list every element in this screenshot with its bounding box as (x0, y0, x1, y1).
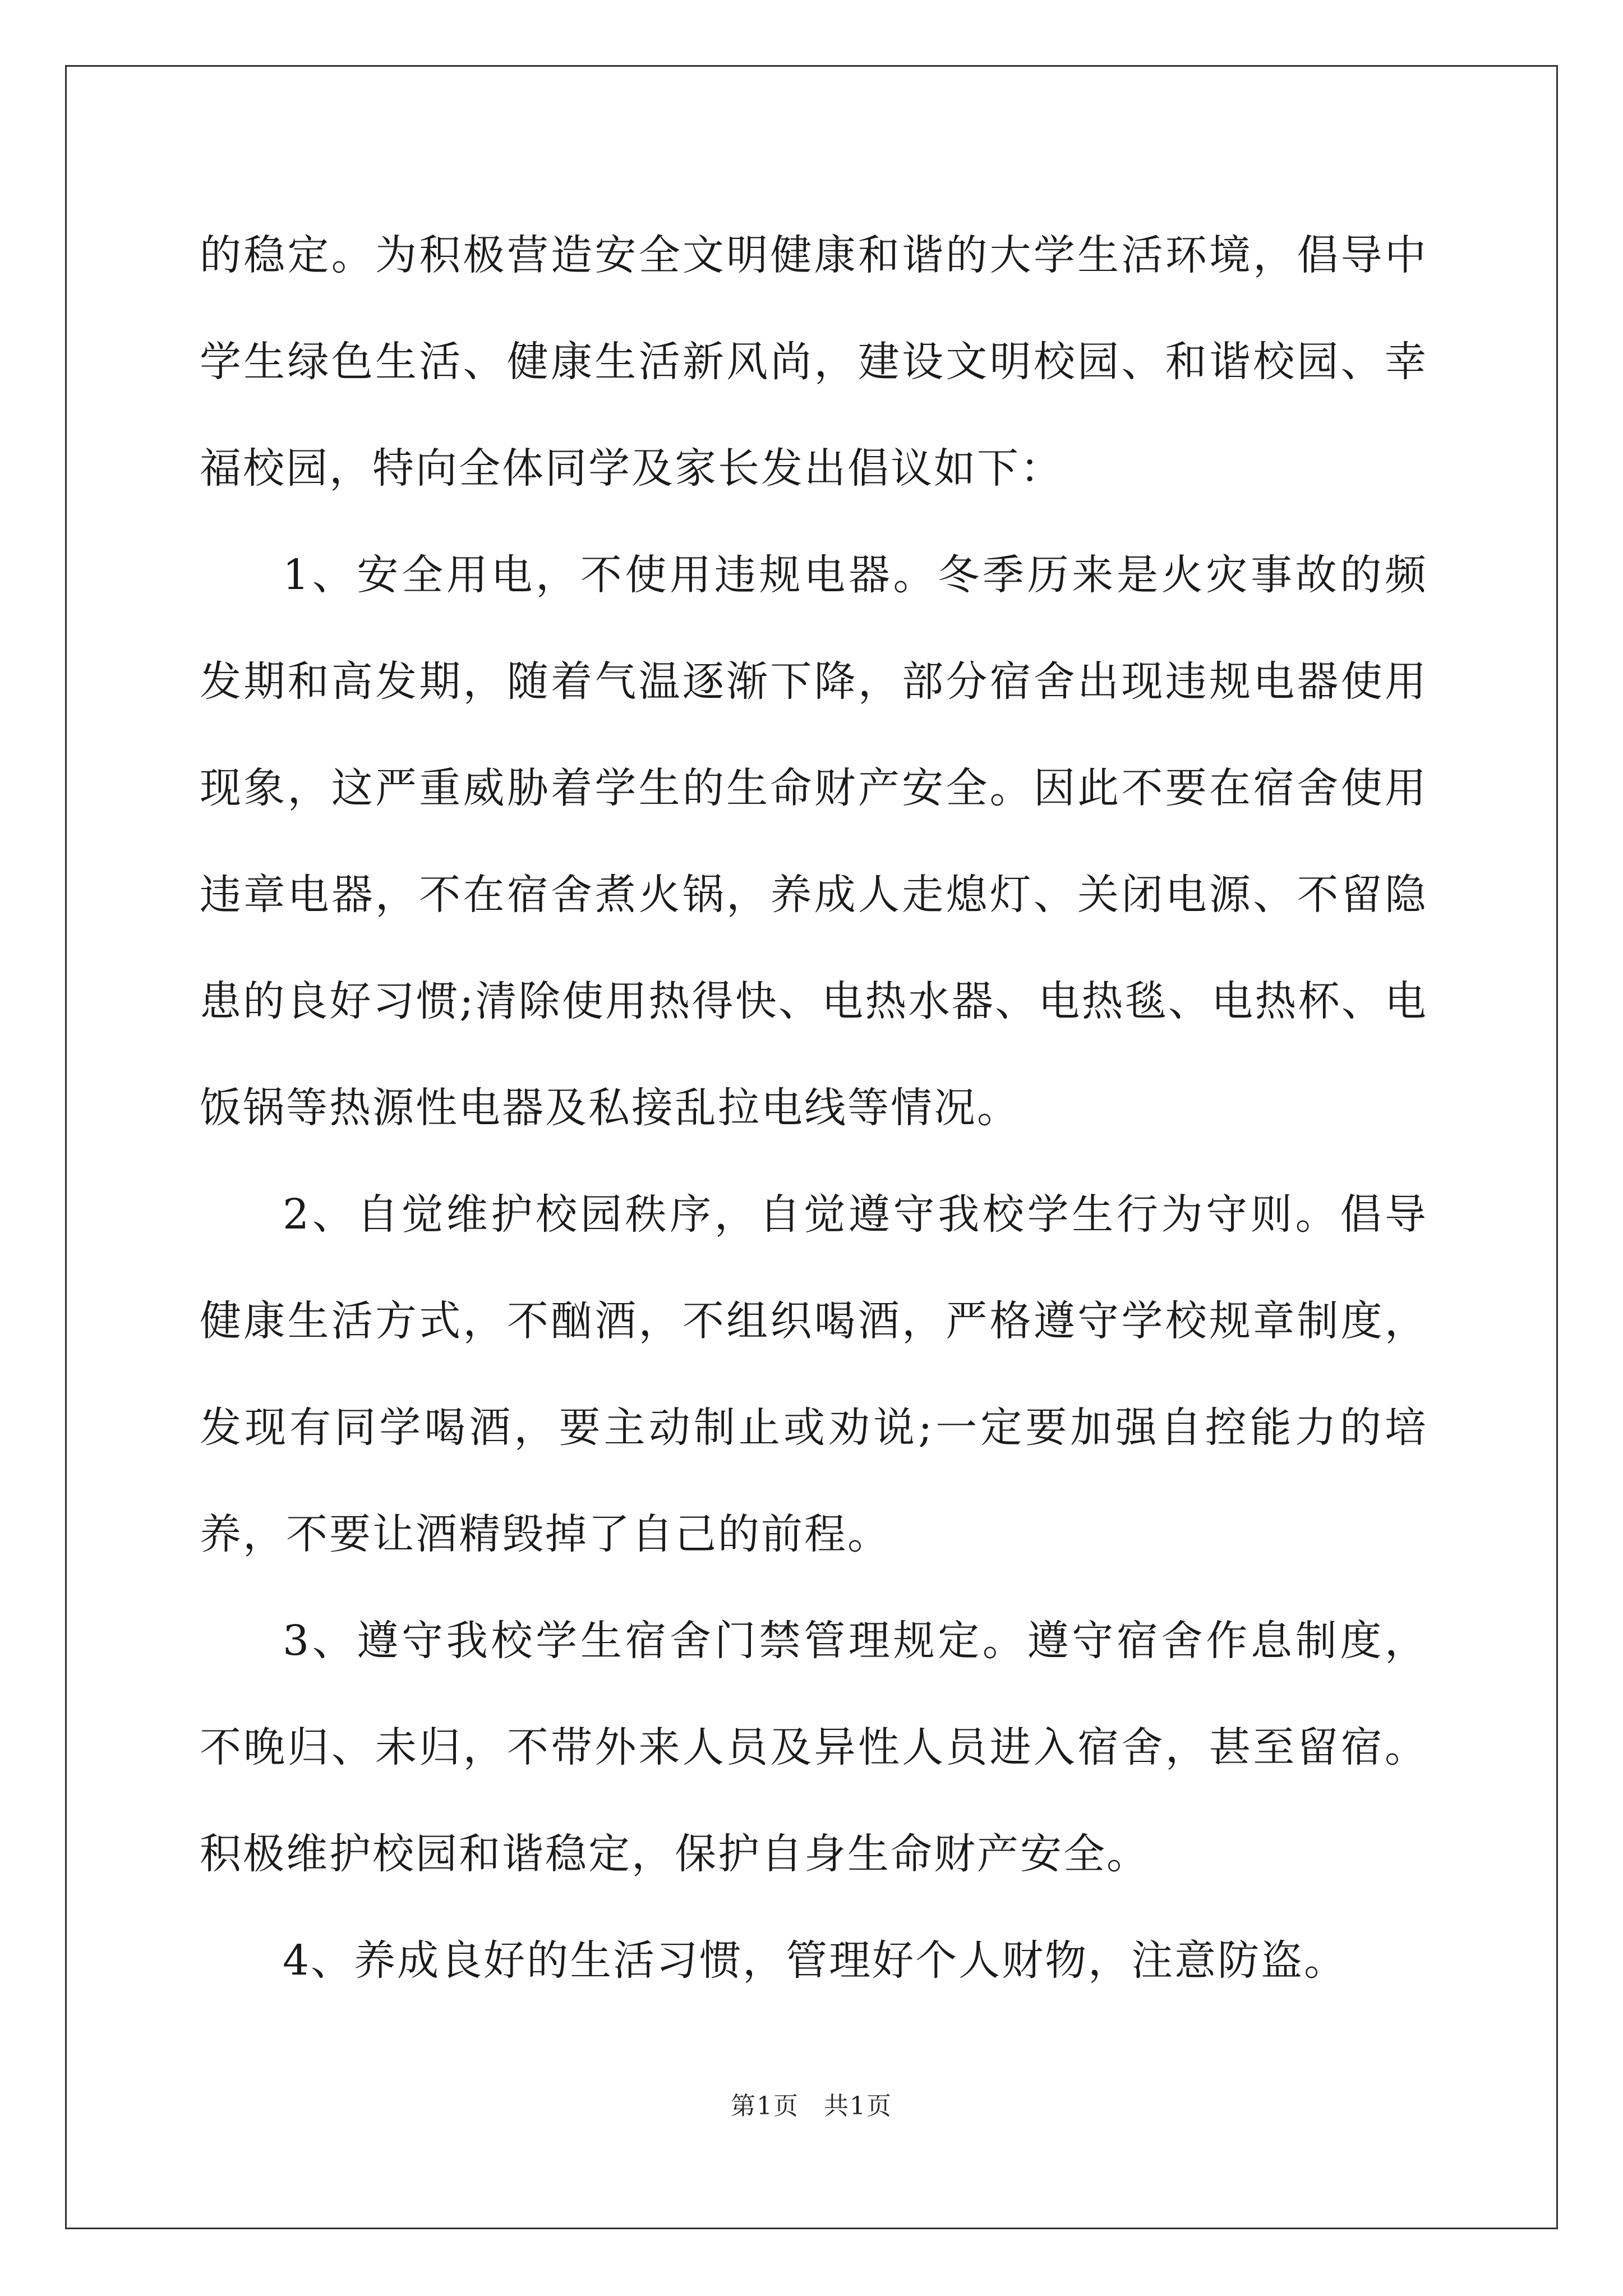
page-number: 第1页 (731, 2092, 799, 2120)
paragraph-item-1: 1、安全用电，不使用违规电器。冬季历来是火灾事故的频发期和高发期，随着气温逐渐下降，部分宿舍出现违规电器使用现象，这严重威胁着学生的生命财产安全。因此不要在宿舍使用违章电器，不在宿舍煮火锅，养成人走熄灯、关闭电源、不留隐患的良好习惯;清除使用热得快、电热水器、电热毯、电热杯、电饭锅等热源性电器及私接乱拉电线等情况。 (200, 551, 1428, 1132)
paragraph-item-2: 2、自觉维护校园秩序，自觉遵守我校学生行为守则。倡导健康生活方式，不酗酒，不组织喝酒，严格遵守学校规章制度，发现有同学喝酒，要主动制止或劝说;一定要加强自控能力的培养，不要让酒精毁掉了自己的前程。 (200, 1190, 1428, 1558)
document-body (200, 202, 1428, 2014)
page-total: 共1页 (824, 2092, 892, 2120)
page-footer (0, 2086, 1623, 2122)
paragraph-intro: 的稳定。为积极营造安全文明健康和谐的大学生活环境，倡导中学生绿色生活、健康生活新风尚，建设文明校园、和谐校园、幸福校园，特向全体同学及家长发出倡议如下： (200, 231, 1428, 493)
paragraph-item-3: 3、遵守我校学生宿舍门禁管理规定。遵守宿舍作息制度，不晚归、未归，不带外来人员及异性人员进入宿舍，甚至留宿。积极维护校园和谐稳定，保护自身生命财产安全。 (200, 1617, 1428, 1878)
paragraph-item-4: 4、养成良好的生活习惯，管理好个人财物，注意防盗。 (283, 1936, 1348, 1985)
